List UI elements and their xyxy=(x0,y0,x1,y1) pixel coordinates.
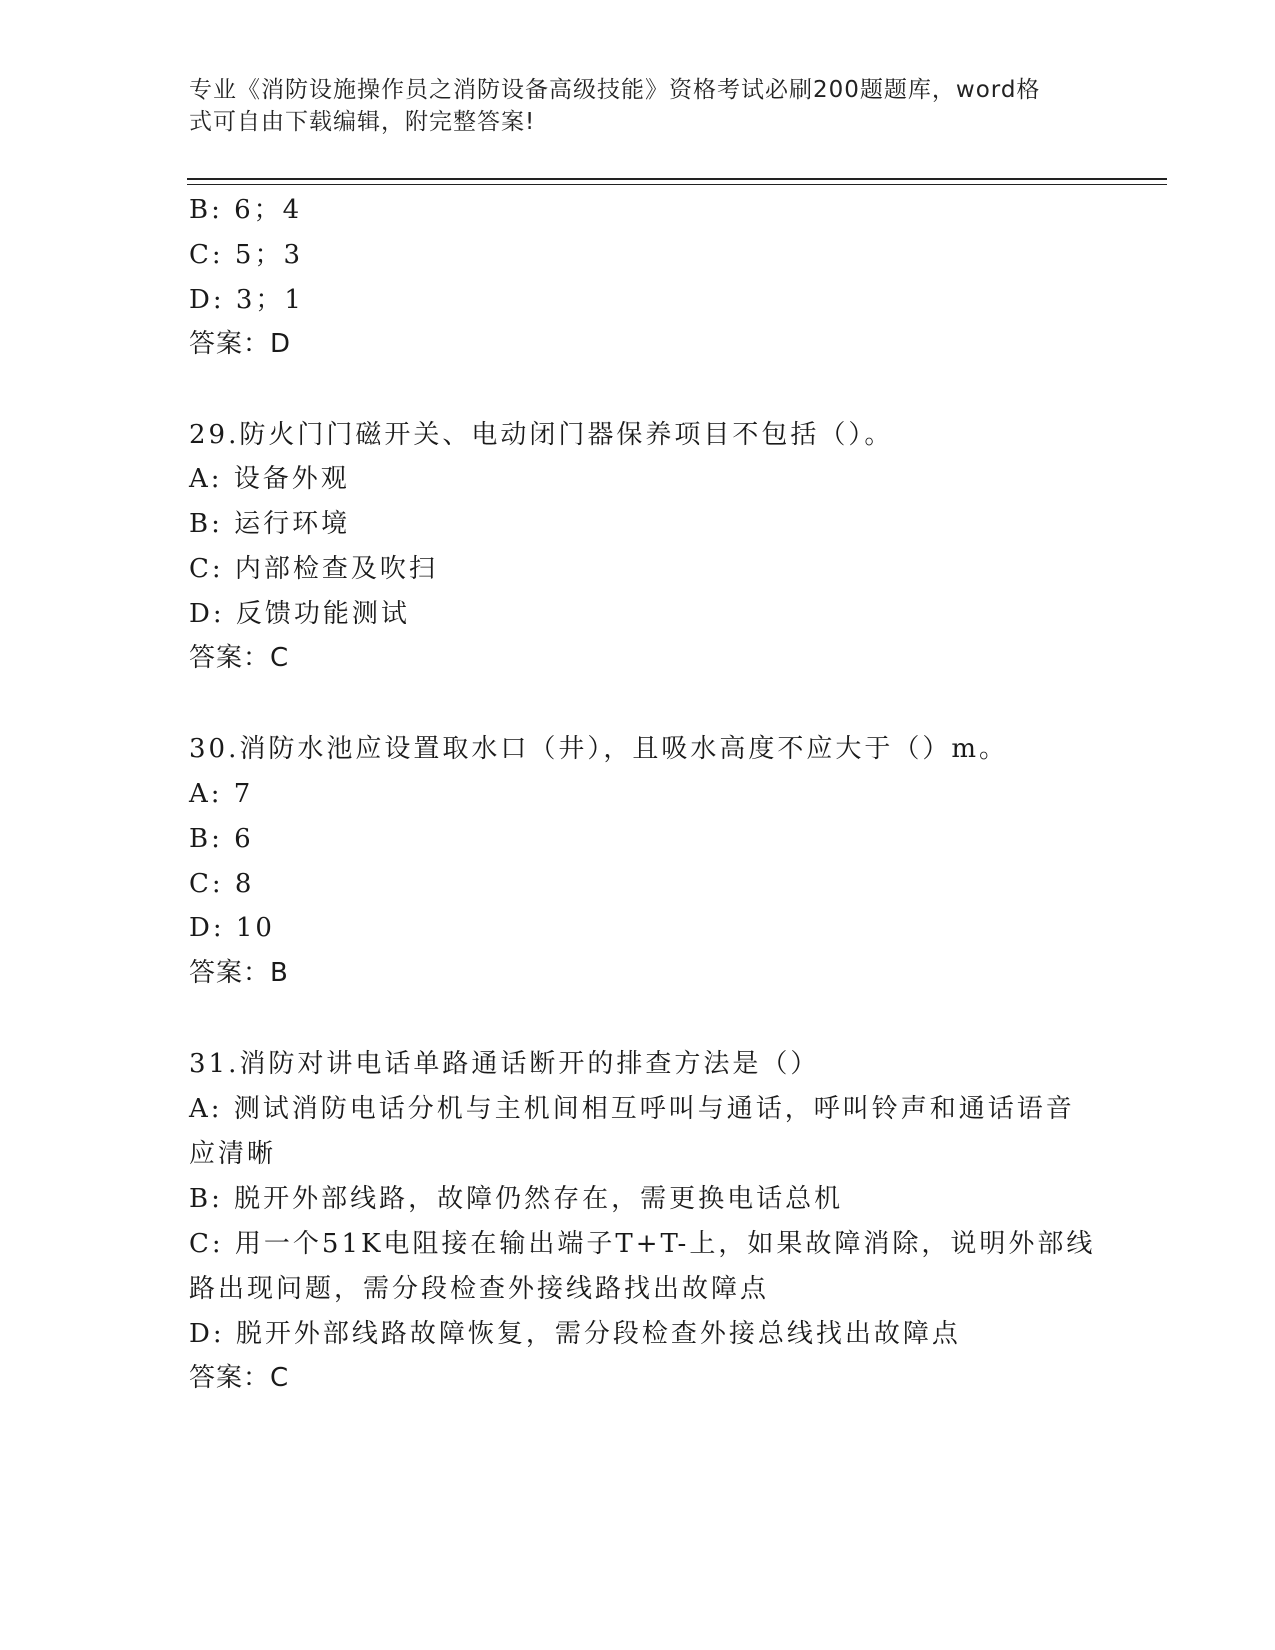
option-c: C: 5；3 xyxy=(189,240,304,270)
header-divider-thin xyxy=(187,184,1167,185)
question-30-option-d: D: 10 xyxy=(189,913,275,943)
question-29-option-b: B: 运行环境 xyxy=(189,509,351,539)
option-b: B: 6；4 xyxy=(189,195,303,225)
question-31-answer: 答案：C xyxy=(189,1363,290,1393)
question-29-stem: 29.防火门门磁开关、电动闭门器保养项目不包括（）。 xyxy=(189,420,894,450)
header-line-2: 式可自由下载编辑，附完整答案! xyxy=(189,109,536,135)
answer-line: 答案：D xyxy=(189,329,292,359)
question-30-option-b: B: 6 xyxy=(189,824,254,854)
header-divider-thick xyxy=(187,178,1167,180)
document-header xyxy=(189,74,1089,138)
option-d: D: 3；1 xyxy=(189,285,304,315)
header-line-1: 专业《消防设施操作员之消防设备高级技能》资格考试必刷200题题库，word格 xyxy=(189,77,1041,103)
question-29-option-c: C: 内部检查及吹扫 xyxy=(189,554,438,584)
question-30-option-a: A: 7 xyxy=(189,779,254,809)
question-29-option-a: A: 设备外观 xyxy=(189,464,350,494)
question-31-option-d: D: 脱开外部线路故障恢复，需分段检查外接总线找出故障点 xyxy=(189,1319,961,1349)
question-31-option-a: A: 测试消防电话分机与主机间相互呼叫与通话，呼叫铃声和通话语音 xyxy=(189,1094,1075,1124)
question-30-answer: 答案：B xyxy=(189,958,289,988)
question-31-option-a-cont: 应清晰 xyxy=(189,1139,277,1169)
question-31-option-c: C: 用一个51K电阻接在输出端子T+T-上，如果故障消除，说明外部线 xyxy=(189,1229,1096,1259)
question-31-option-b: B: 脱开外部线路，故障仍然存在，需更换电话总机 xyxy=(189,1184,844,1214)
question-29-answer: 答案：C xyxy=(189,643,290,673)
question-31-option-c-cont: 路出现问题，需分段检查外接线路找出故障点 xyxy=(189,1274,770,1304)
question-30-option-c: C: 8 xyxy=(189,869,255,899)
question-30-stem: 30.消防水池应设置取水口（井），且吸水高度不应大于（）m。 xyxy=(189,734,1009,764)
question-31-stem: 31.消防对讲电话单路通话断开的排查方法是（） xyxy=(189,1049,820,1079)
question-29-option-d: D: 反馈功能测试 xyxy=(189,599,410,629)
